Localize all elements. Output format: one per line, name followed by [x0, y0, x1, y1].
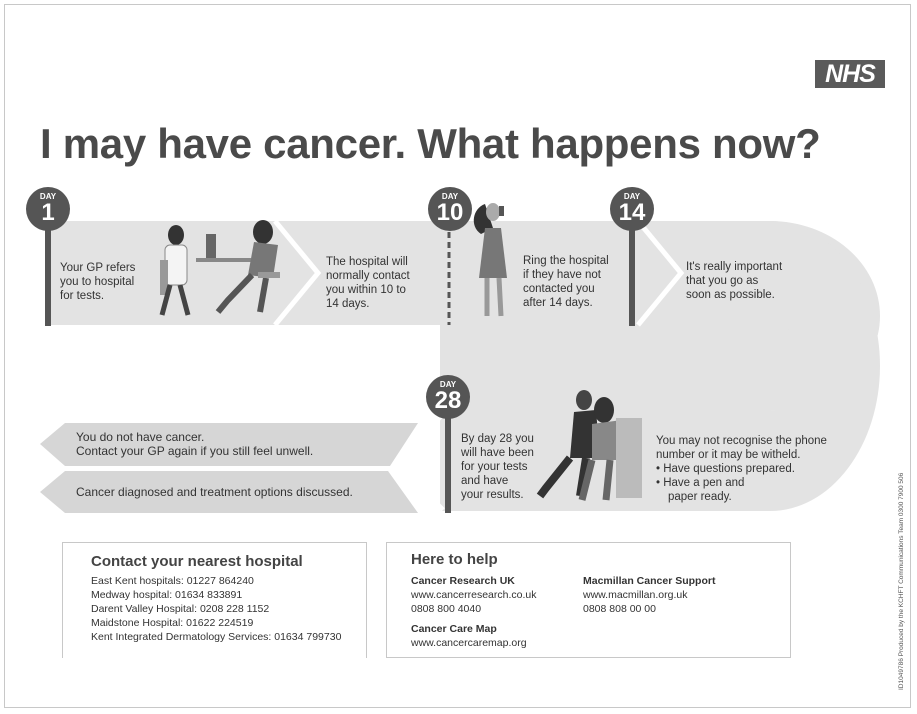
contact-box [62, 542, 367, 658]
org-name: Cancer Care Map [411, 623, 497, 635]
day-label: DAY [439, 380, 457, 389]
couple-illustration [536, 388, 646, 513]
no-cancer-outcome: You do not have cancer. Contact your GP again if you still feel unwell. [76, 430, 314, 458]
day-number: 14 [618, 199, 646, 226]
gp-refers-text: Your GP refers you to hospital for tests. [60, 262, 136, 302]
org-name: Macmillan Cancer Support [583, 575, 716, 587]
org-line: www.cancercaremap.org [411, 637, 527, 649]
org-line: www.macmillan.org.uk [583, 589, 688, 601]
ring-hospital-text: Ring the hospital if they have not contacted you after 14 days. [523, 255, 609, 309]
day-label: DAY [623, 192, 641, 201]
day-label: DAY [39, 192, 57, 201]
day-number: 28 [434, 387, 462, 414]
day-number: 1 [41, 199, 55, 226]
contact-line: Maidstone Hospital: 01622 224519 [91, 617, 254, 629]
contact-line: Darent Valley Hospital: 0208 228 1152 [91, 603, 270, 615]
gp-consultation-illustration [148, 220, 288, 320]
day14-badge [610, 187, 654, 231]
day1-badge [26, 187, 70, 231]
org-name: Cancer Research UK [411, 575, 515, 587]
contact-line: Kent Integrated Dermatology Services: 01634 799730 [91, 631, 342, 643]
woman-on-phone-illustration [463, 198, 523, 323]
contact-line: Medway hospital: 01634 833891 [91, 589, 243, 601]
contact-heading: Contact your nearest hospital [91, 553, 303, 570]
nhs-logo: NHS [815, 60, 885, 88]
day28-badge [426, 375, 470, 419]
hospital-contact-text: The hospital will normally contact you within 10 to 14 days. [326, 256, 410, 310]
phone-advice-text: You may not recognise the phone number or it may be witheld. • Have questions prepared. • Have a pen and paper ready. [656, 435, 827, 503]
org-line: 0808 800 4040 [411, 603, 482, 615]
help-box [386, 542, 791, 658]
contact-line: East Kent hospitals: 01227 864240 [91, 575, 254, 587]
org-line: 0808 808 00 00 [583, 603, 656, 615]
help-heading: Here to help [411, 551, 498, 568]
production-note: ID1049786 Produced by the KCHFT Communications Team 0300 7900 506 [898, 472, 905, 690]
day-number: 10 [436, 199, 464, 226]
day-label: DAY [441, 192, 459, 201]
day28-text: By day 28 you will have been for your tests and have your results. [461, 433, 534, 501]
org-line: www.cancerresearch.co.uk [411, 589, 537, 601]
page-title: I may have cancer. What happens now? [40, 120, 821, 167]
important-text: It's really important that you go as soon as possible. [686, 261, 783, 301]
diagnosed-outcome: Cancer diagnosed and treatment options discussed. [76, 485, 353, 499]
